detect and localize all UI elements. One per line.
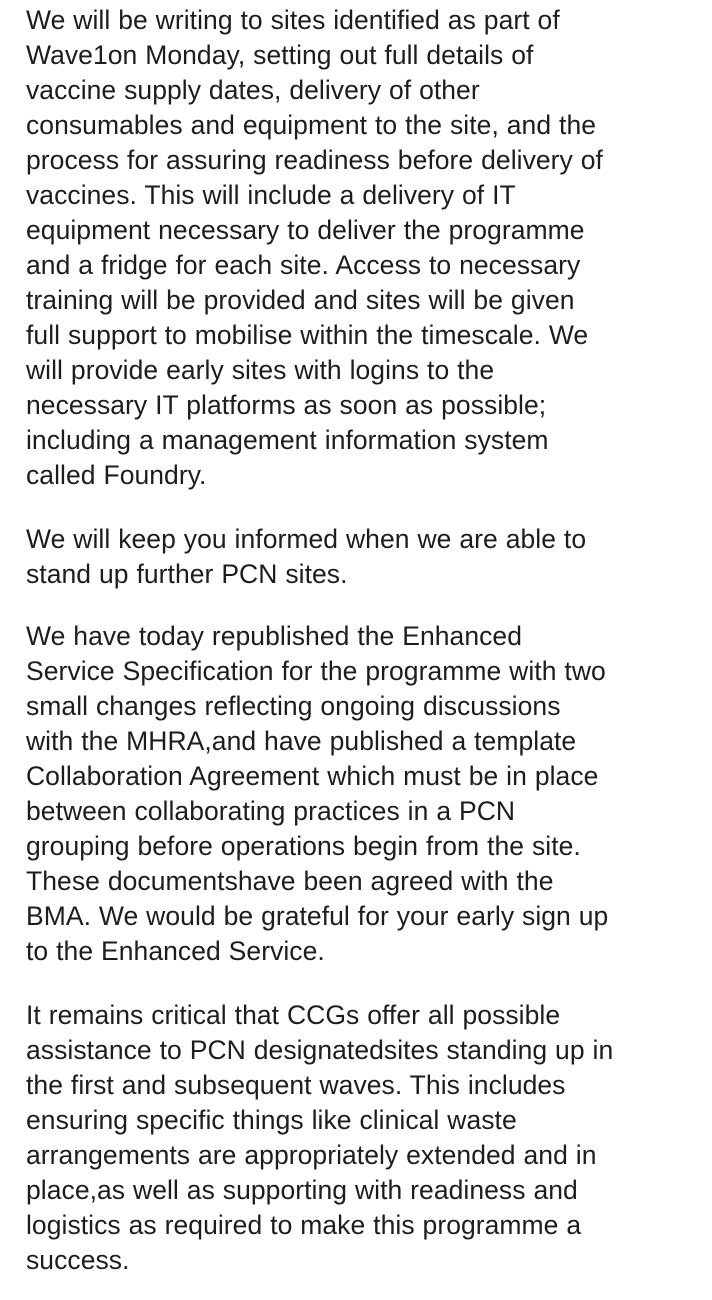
text-line: We have today republished the Enhanced: [26, 621, 522, 651]
text-line: vaccines. This will include a delivery of IT: [26, 180, 516, 210]
text-line: will provide early sites with logins to the: [26, 355, 495, 385]
text-line: vaccine supply dates, delivery of other: [26, 75, 480, 105]
text-line: equipment necessary to deliver the programme: [26, 215, 585, 245]
text-line: consumables and equipment to the site, and the: [26, 110, 597, 140]
text-line: success.: [26, 1245, 130, 1275]
text-line: We will keep you informed when we are able to: [26, 524, 587, 554]
text-line: with the MHRA,and have published a template: [26, 726, 577, 756]
text-line: assistance to PCN designatedsites standing up in: [26, 1035, 614, 1065]
text-line: necessary IT platforms as soon as possible;: [26, 390, 547, 420]
text-line: including a management information system: [26, 425, 549, 455]
text-line: small changes reflecting ongoing discussions: [26, 691, 561, 721]
paragraph-ccg-assistance: [26, 998, 613, 1278]
text-line: full support to mobilise within the timescale. We: [26, 320, 589, 350]
text-line: arrangements are appropriately extended and in: [26, 1140, 597, 1170]
text-line: to the Enhanced Service.: [26, 936, 325, 966]
text-line: the first and subsequent waves. This includes: [26, 1070, 566, 1100]
text-line: and a fridge for each site. Access to necessary: [26, 250, 581, 280]
text-line: called Foundry.: [26, 460, 207, 490]
text-line: Service Specification for the programme with two: [26, 656, 606, 686]
paragraph-further-pcn-sites: [26, 522, 586, 592]
text-line: Collaboration Agreement which must be in place: [26, 761, 599, 791]
text-line: process for assuring readiness before delivery of: [26, 145, 603, 175]
text-line: ensuring specific things like clinical waste: [26, 1105, 517, 1135]
text-line: place,as well as supporting with readiness and: [26, 1175, 578, 1205]
text-line: It remains critical that CCGs offer all possible: [26, 1000, 561, 1030]
paragraph-wave1-sites: [26, 3, 603, 493]
text-line: grouping before operations begin from the site.: [26, 831, 581, 861]
text-line: stand up further PCN sites.: [26, 559, 348, 589]
text-line: BMA. We would be grateful for your early sign up: [26, 901, 609, 931]
text-line: logistics as required to make this programme a: [26, 1210, 582, 1240]
paragraph-enhanced-service: [26, 619, 608, 969]
text-line: These documentshave been agreed with the: [26, 866, 554, 896]
text-line: between collaborating practices in a PCN: [26, 796, 516, 826]
text-line: We will be writing to sites identified as part of: [26, 5, 560, 35]
text-line: training will be provided and sites will be given: [26, 285, 575, 315]
text-line: Wave1on Monday, setting out full details of: [26, 40, 534, 70]
